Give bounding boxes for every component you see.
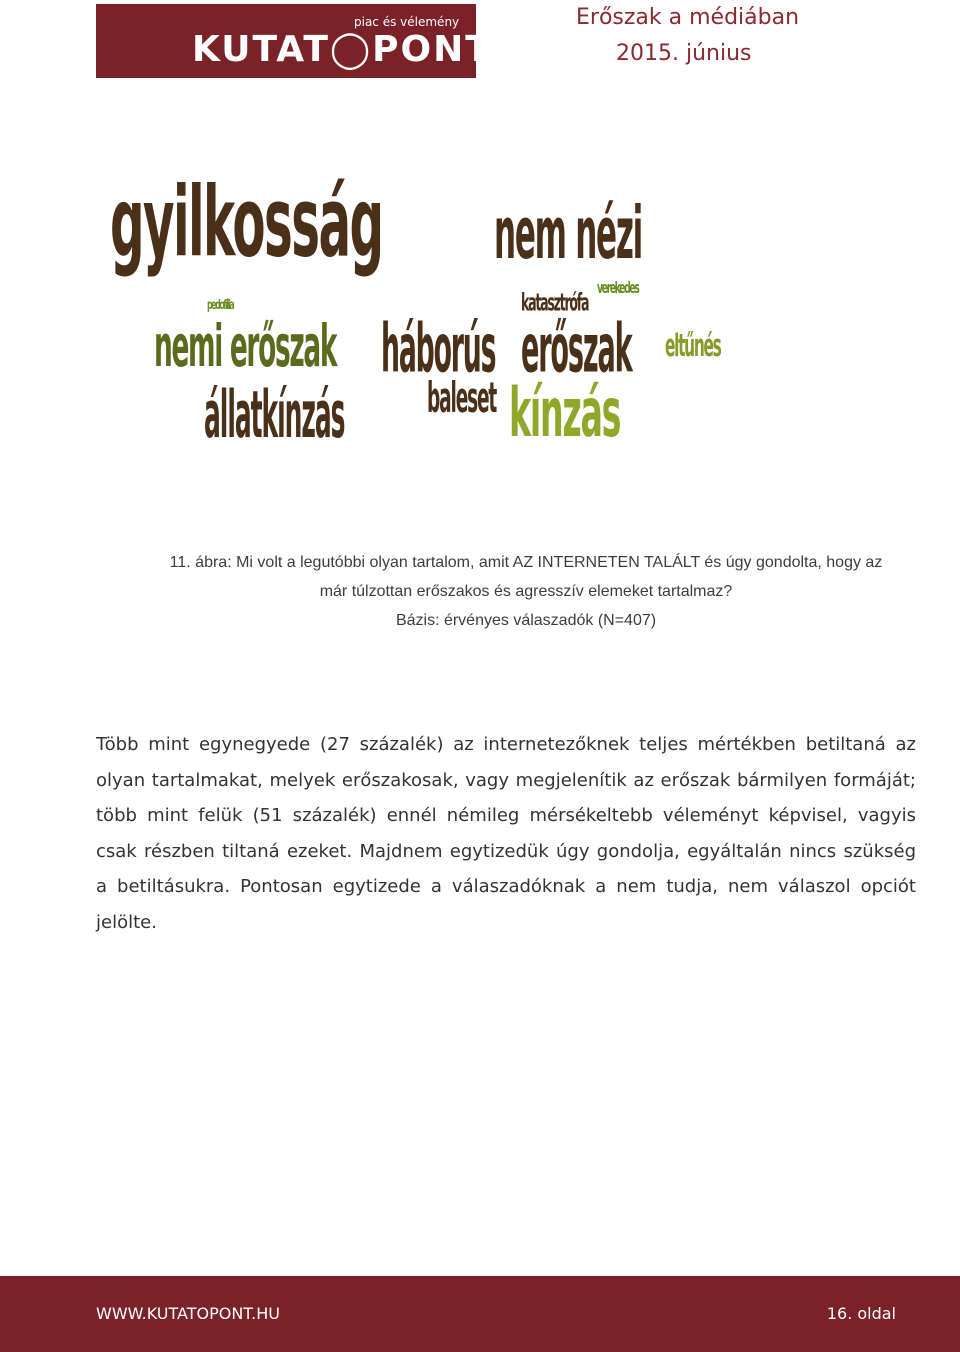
word-cloud-word: gyilkosság bbox=[110, 165, 383, 279]
word-cloud bbox=[100, 165, 740, 455]
logo-brand: KUTAT◯PONT bbox=[192, 29, 492, 70]
document-title: Erőszak a médiában bbox=[576, 5, 800, 30]
word-cloud-word: baleset bbox=[427, 373, 497, 423]
body-text bbox=[96, 727, 916, 940]
word-cloud-word: verekedes bbox=[597, 279, 639, 298]
logo-tagline: piac és vélemény bbox=[354, 15, 460, 29]
word-cloud-word: nem nézi bbox=[494, 191, 643, 276]
page-footer bbox=[0, 1276, 960, 1352]
word-cloud-word: állatkínzás bbox=[204, 377, 345, 454]
word-cloud-word: erőszak bbox=[521, 309, 632, 388]
word-cloud-word: katasztrófa bbox=[521, 287, 589, 317]
word-cloud-word: eltűnés bbox=[665, 327, 721, 364]
page-number: 16. oldal bbox=[826, 1304, 896, 1323]
figure-caption-line: 11. ábra: Mi volt a legutóbbi olyan tartalom, amit AZ INTERNETEN TALÁLT és úgy gondolta, hogy az bbox=[169, 554, 883, 571]
body-paragraph: Több mint egynegyede (27 százalék) az internetezőknek teljes mértékben betiltaná az olyan tartalmakat, melyek erőszakosak, vagy megjelenítik az erőszak bármilyen formáját; több mint felük (51 százalék) ennél némileg mérsékeltebb véleményt képvisel, vagyis csak részben tiltaná ezeket. Majdnem egytizedük úgy gondolja, egyáltalán nincs szükség a betiltásukra. Pontosan egytizede a válaszadóknak a nem tudja, nem válaszol opciót jelölte. bbox=[96, 734, 916, 933]
word-cloud-word: pedofília bbox=[207, 296, 234, 313]
document-date: 2015. június bbox=[616, 41, 752, 66]
figure-caption-line: már túlzottan erőszakos és agresszív elemeket tartalmaz? bbox=[319, 583, 733, 600]
word-cloud-word: kínzás bbox=[509, 374, 621, 453]
word-cloud-word: nemi erőszak bbox=[154, 313, 337, 381]
word-cloud-word: háborús bbox=[381, 309, 496, 388]
kutatopont-logo bbox=[96, 4, 492, 78]
footer-website-link[interactable]: WWW.KUTATOPONT.HU bbox=[96, 1304, 280, 1323]
figure-caption-base: Bázis: érvényes válaszadók (N=407) bbox=[395, 612, 657, 629]
